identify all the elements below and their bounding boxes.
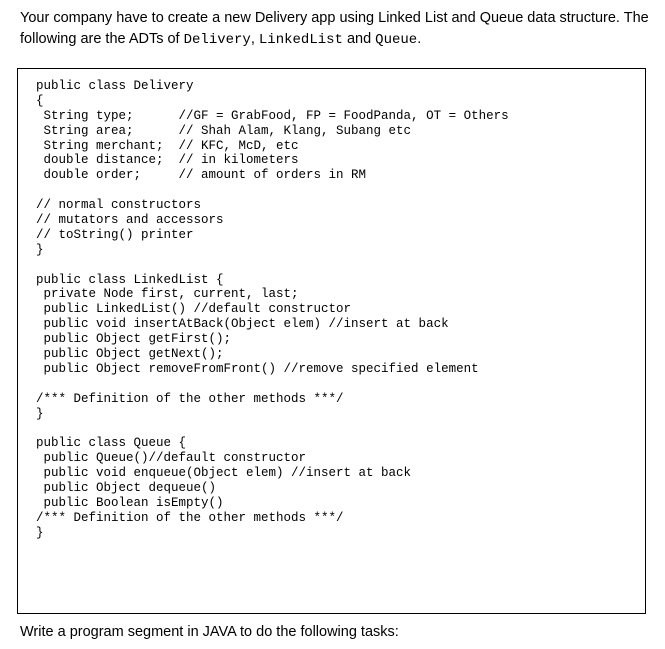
code-line: } (36, 406, 44, 421)
code-line: public class Delivery (36, 79, 194, 93)
code-line: } (36, 525, 44, 540)
code-line (36, 377, 509, 392)
class-name-queue: Queue (375, 32, 418, 48)
code-line: public class LinkedList { (36, 272, 224, 287)
intro-end: . (417, 31, 422, 47)
code-line: /*** Definition of the other methods ***/ (36, 391, 344, 406)
class-name-linkedlist: LinkedList (258, 32, 343, 48)
code-line: double order; // amount of orders in RM (36, 168, 367, 183)
code-line: } (36, 242, 44, 257)
separator-comma: , (250, 31, 259, 47)
intro-text: Your company have to create a new Delivery app using Linked List and Queue data structure. The following are the ADTs of (20, 10, 649, 47)
code-line: public LinkedList() //default constructor (36, 302, 352, 317)
code-line: /*** Definition of the other methods ***/ (36, 510, 344, 525)
code-line: String type; //GF = GrabFood, FP = FoodPanda, OT = Others (36, 108, 509, 123)
code-line: double distance; // in kilometers (36, 153, 299, 168)
code-line: String merchant; // KFC, McD, etc (36, 138, 299, 153)
code-line (36, 183, 509, 198)
code-line: private Node first, current, last; (36, 287, 299, 302)
class-name-delivery: Delivery (183, 32, 251, 48)
code-line: // toString() printer (36, 227, 194, 242)
code-line: public Object getFirst(); (36, 332, 232, 347)
code-line: // mutators and accessors (36, 213, 224, 228)
code-listing (36, 79, 509, 541)
code-line (36, 421, 509, 436)
code-line: public void insertAtBack(Object elem) //insert at back (36, 317, 449, 332)
code-line: public Object getNext(); (36, 347, 224, 362)
code-line (36, 258, 509, 273)
code-line: public Queue()//default constructor (36, 451, 307, 466)
code-line: public void enqueue(Object elem) //insert at back (36, 466, 412, 481)
code-line: // normal constructors (36, 198, 202, 213)
separator-and: and (342, 31, 376, 47)
code-box (17, 68, 646, 614)
code-line: public Object removeFromFront() //remove specified element (36, 361, 479, 376)
code-line: String area; // Shah Alam, Klang, Subang etc (36, 123, 412, 138)
code-line: public Object dequeue() (36, 481, 217, 496)
intro-paragraph (20, 8, 650, 51)
task-instruction: Write a program segment in JAVA to do the following tasks: (20, 624, 399, 640)
code-line: public class Queue { (36, 436, 187, 451)
code-line: public Boolean isEmpty() (36, 495, 224, 510)
code-line: { (36, 93, 44, 108)
